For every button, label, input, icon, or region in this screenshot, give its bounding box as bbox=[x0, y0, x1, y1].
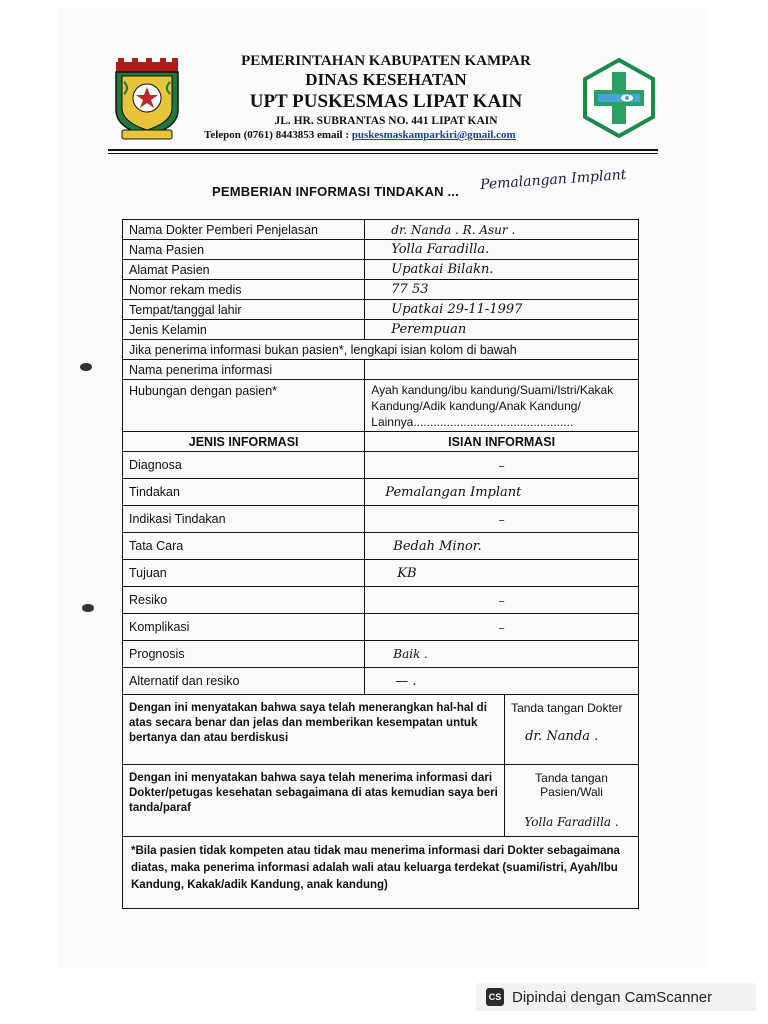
patient-field-row bbox=[123, 260, 639, 280]
patient-field-row bbox=[123, 240, 639, 260]
letterhead-department: DINAS KESEHATAN bbox=[305, 70, 467, 89]
info-row bbox=[123, 587, 639, 614]
letterhead-rule-thin bbox=[108, 153, 658, 154]
doctor-signature: dr. Nanda . bbox=[525, 729, 599, 744]
doctor-sign-label: Tanda tangan Dokter bbox=[511, 701, 623, 715]
info-label: Resiko bbox=[123, 587, 365, 614]
info-label: Prognosis bbox=[123, 641, 365, 668]
title-handwritten: Pemalangan Implant bbox=[479, 166, 627, 194]
puskesmas-cross-hexagon-icon bbox=[582, 58, 656, 138]
recipient-name-value bbox=[365, 360, 639, 380]
camscanner-icon: CS bbox=[486, 988, 504, 1006]
patient-field-label: Jenis Kelamin bbox=[123, 320, 365, 340]
info-table-header-row bbox=[123, 432, 639, 452]
recipient-note-row bbox=[123, 340, 639, 360]
footnote: *Bila pasien tidak kompeten atau tidak mau menerima informasi dari Dokter sebagaimana diatas, maka penerima informasi adalah wali atau keluarga terdekat (suami/istri, Ayah/Ibu Kandung, Kakak/adik Kandung, anak kandung) bbox=[123, 837, 639, 909]
recipient-relation-options: Ayah kandung/ibu kandung/Suami/Istri/Kakak Kandung/Adik kandung/Anak Kandung/ Lainnya................................................ bbox=[365, 380, 639, 432]
letterhead-rule-thick bbox=[108, 149, 658, 151]
doctor-statement-row bbox=[123, 695, 639, 765]
consent-form-table bbox=[122, 219, 639, 909]
letterhead-phone: Telepon (0761) 8443853 email : bbox=[204, 129, 350, 141]
patient-field-value bbox=[365, 260, 639, 280]
recipient-name-label: Nama penerima informasi bbox=[123, 360, 365, 380]
letterhead-contact bbox=[196, 128, 576, 142]
info-label: Diagnosa bbox=[123, 452, 365, 479]
info-row bbox=[123, 506, 639, 533]
patient-field-label: Nama Pasien bbox=[123, 240, 365, 260]
info-row bbox=[123, 479, 639, 506]
doctor-statement: Dengan ini menyatakan bahwa saya telah menerangkan hal-hal di atas secara benar dan jelas dan memberikan kesempatan untuk bertanya dan atau berdiskusi bbox=[123, 695, 505, 765]
info-label: Alternatif dan resiko bbox=[123, 668, 365, 695]
patient-field-label: Nomor rekam medis bbox=[123, 280, 365, 300]
patient-field-label: Alamat Pasien bbox=[123, 260, 365, 280]
kampar-regency-crest-icon bbox=[108, 58, 186, 142]
letterhead bbox=[196, 52, 576, 142]
recipient-note: Jika penerima informasi bukan pasien*, lengkapi isian kolom di bawah bbox=[123, 340, 639, 360]
patient-field-row bbox=[123, 280, 639, 300]
letterhead-institution: UPT PUSKESMAS LIPAT KAIN bbox=[249, 91, 523, 112]
patient-statement-row bbox=[123, 765, 639, 837]
letterhead-email: puskesmaskamparkiri@gmail.com bbox=[351, 129, 516, 141]
patient-address-value: Upatkai Bilakn. bbox=[391, 262, 494, 277]
info-value: – bbox=[365, 452, 639, 479]
patient-signature: Yolla Faradilla . bbox=[524, 815, 619, 829]
scan-speck bbox=[82, 604, 94, 612]
info-value: – bbox=[365, 614, 639, 641]
camscanner-text: Dipindai dengan CamScanner bbox=[512, 988, 713, 1006]
recipient-relation-row bbox=[123, 380, 639, 432]
info-label: Tindakan bbox=[123, 479, 365, 506]
info-row bbox=[123, 641, 639, 668]
info-label: Tata Cara bbox=[123, 533, 365, 560]
doctor-signature-cell bbox=[505, 695, 639, 765]
info-row bbox=[123, 560, 639, 587]
info-value: Bedah Minor. bbox=[365, 533, 639, 560]
footnote-row bbox=[123, 837, 639, 909]
document-title: PEMBERIAN INFORMASI TINDAKAN ... bbox=[212, 184, 459, 199]
info-row bbox=[123, 533, 639, 560]
info-value: – bbox=[365, 506, 639, 533]
letterhead-address: JL. HR. SUBRANTAS NO. 441 LIPAT KAIN bbox=[274, 115, 498, 127]
patient-sign-label-2: Pasien/Wali bbox=[540, 785, 603, 799]
info-row bbox=[123, 614, 639, 641]
scan-speck bbox=[80, 363, 92, 371]
info-label: Tujuan bbox=[123, 560, 365, 587]
info-label: Komplikasi bbox=[123, 614, 365, 641]
info-value: — . bbox=[365, 668, 639, 695]
patient-field-value bbox=[365, 320, 639, 340]
patient-field-value bbox=[365, 300, 639, 320]
info-col-header-value: ISIAN INFORMASI bbox=[365, 432, 639, 452]
birth-place-date-value: Upatkai 29-11-1997 bbox=[391, 302, 523, 317]
recipient-name-row bbox=[123, 360, 639, 380]
patient-field-row bbox=[123, 220, 639, 240]
patient-sign-label-1: Tanda tangan bbox=[535, 771, 608, 785]
doctor-name-value: dr. Nanda . R. Asur . bbox=[391, 222, 516, 237]
info-col-header-type: JENIS INFORMASI bbox=[123, 432, 365, 452]
recipient-relation-label: Hubungan dengan pasien* bbox=[123, 380, 365, 432]
patient-field-row bbox=[123, 300, 639, 320]
info-label: Indikasi Tindakan bbox=[123, 506, 365, 533]
patient-field-row bbox=[123, 320, 639, 340]
patient-field-value bbox=[365, 220, 639, 240]
letterhead-government: PEMERINTAHAN KABUPATEN KAMPAR bbox=[241, 53, 531, 69]
patient-field-value bbox=[365, 240, 639, 260]
info-value: KB bbox=[365, 560, 639, 587]
gender-value: Perempuan bbox=[391, 322, 467, 337]
info-row bbox=[123, 452, 639, 479]
info-row bbox=[123, 668, 639, 695]
patient-name-value: Yolla Faradilla. bbox=[391, 242, 490, 257]
patient-signature-cell bbox=[505, 765, 639, 837]
camscanner-watermark bbox=[476, 983, 756, 1011]
info-value: Pemalangan Implant bbox=[365, 479, 639, 506]
info-value: Baik . bbox=[365, 641, 639, 668]
patient-statement: Dengan ini menyatakan bahwa saya telah menerima informasi dari Dokter/petugas kesehatan sebagaimana di atas kemudian saya beri tanda/paraf bbox=[123, 765, 505, 837]
patient-field-value bbox=[365, 280, 639, 300]
info-value: – bbox=[365, 587, 639, 614]
medical-record-value: 77 53 bbox=[391, 282, 429, 297]
patient-field-label: Tempat/tanggal lahir bbox=[123, 300, 365, 320]
patient-field-label: Nama Dokter Pemberi Penjelasan bbox=[123, 220, 365, 240]
